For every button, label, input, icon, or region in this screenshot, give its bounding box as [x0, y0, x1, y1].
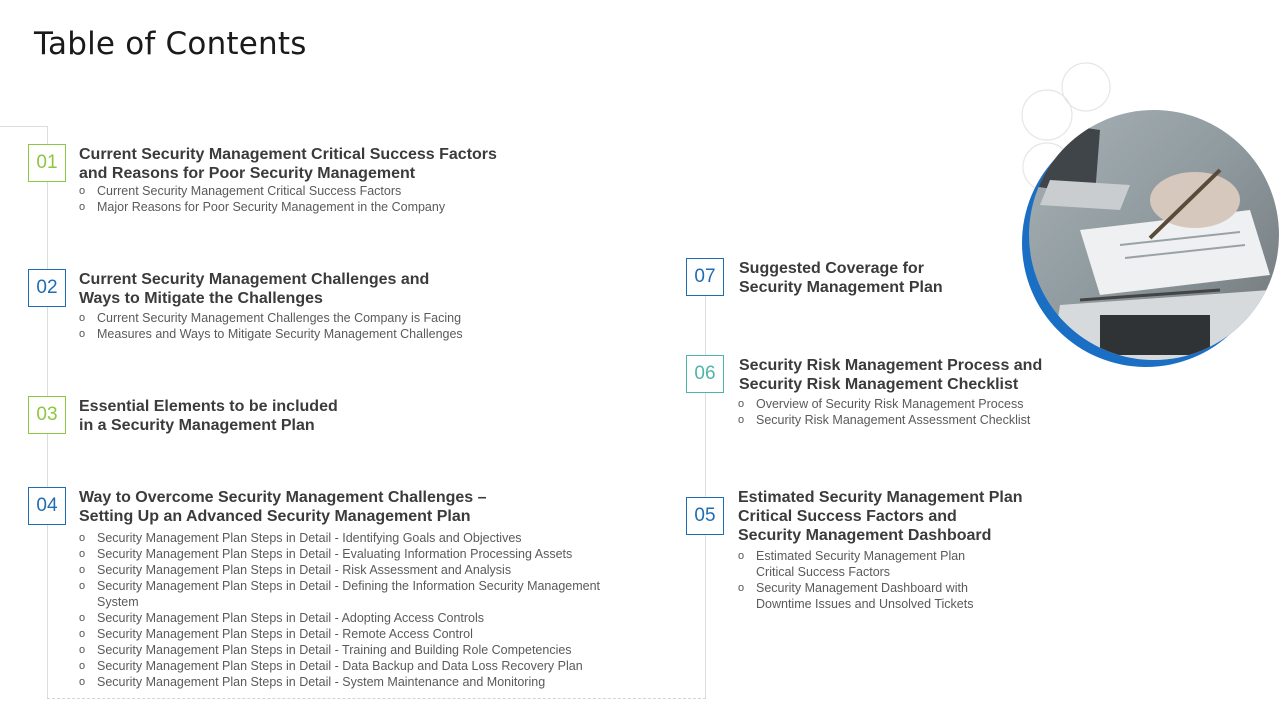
- page-title: Table of Contents: [34, 26, 307, 62]
- laptop-photo: [1020, 60, 1280, 370]
- section-number-07: 07: [686, 258, 724, 296]
- section-number-05: 05: [686, 497, 724, 535]
- list-item[interactable]: o Security Management Plan Steps in Detail - Remote Access Control: [79, 626, 649, 642]
- section-title-03[interactable]: Essential Elements to be included in a Security Management Plan: [79, 398, 338, 434]
- section-number-01: 01: [28, 144, 66, 182]
- section-number-04: 04: [28, 487, 66, 525]
- list-item[interactable]: o Security Management Plan Steps in Detail - Identifying Goals and Objectives: [79, 530, 649, 546]
- list-item[interactable]: o Security Management Dashboard with Downtime Issues and Unsolved Tickets: [738, 580, 973, 612]
- section-number-03: 03: [28, 396, 66, 434]
- section-title-07[interactable]: Suggested Coverage for Security Management Plan: [739, 260, 943, 296]
- guide-line-bottom: [47, 698, 706, 699]
- list-item[interactable]: o Security Management Plan Steps in Detail - System Maintenance and Monitoring: [79, 674, 649, 690]
- section-number-02: 02: [28, 269, 66, 307]
- section-list-04: [79, 530, 649, 690]
- list-item[interactable]: o Measures and Ways to Mitigate Security Management Challenges: [79, 326, 463, 342]
- list-item[interactable]: o Overview of Security Risk Management Process: [738, 396, 1030, 412]
- guide-line-top: [0, 126, 48, 127]
- section-list-01: [79, 183, 445, 215]
- section-number-06: 06: [686, 355, 724, 393]
- list-item[interactable]: o Major Reasons for Poor Security Management in the Company: [79, 199, 445, 215]
- list-item[interactable]: o Estimated Security Management Plan Critical Success Factors: [738, 548, 973, 580]
- section-title-01[interactable]: Current Security Management Critical Success Factors and Reasons for Poor Security Management: [79, 146, 497, 182]
- section-list-05: [738, 548, 973, 612]
- list-item[interactable]: o Current Security Management Challenges the Company is Facing: [79, 310, 463, 326]
- section-title-02[interactable]: Current Security Management Challenges and Ways to Mitigate the Challenges: [79, 271, 430, 307]
- list-item[interactable]: o Security Management Plan Steps in Detail - Adopting Access Controls: [79, 610, 649, 626]
- section-list-06: [738, 396, 1030, 428]
- list-item[interactable]: o Security Management Plan Steps in Detail - Data Backup and Data Loss Recovery Plan: [79, 658, 649, 674]
- list-item[interactable]: o Security Management Plan Steps in Detail - Defining the Information Security Management System: [79, 578, 649, 610]
- section-title-06[interactable]: Security Risk Management Process and Security Risk Management Checklist: [739, 357, 1043, 393]
- list-item[interactable]: o Security Management Plan Steps in Detail - Risk Assessment and Analysis: [79, 562, 649, 578]
- section-list-02: [79, 310, 463, 342]
- list-item[interactable]: o Security Management Plan Steps in Detail - Evaluating Information Processing Assets: [79, 546, 649, 562]
- section-title-05[interactable]: Estimated Security Management Plan Critical Success Factors and Security Management Dashboard: [738, 489, 1023, 544]
- section-title-04[interactable]: Way to Overcome Security Management Challenges – Setting Up an Advanced Security Management Plan: [79, 489, 487, 525]
- list-item[interactable]: o Security Risk Management Assessment Checklist: [738, 412, 1030, 428]
- list-item[interactable]: o Security Management Plan Steps in Detail - Training and Building Role Competencies: [79, 642, 649, 658]
- list-item[interactable]: o Current Security Management Critical Success Factors: [79, 183, 445, 199]
